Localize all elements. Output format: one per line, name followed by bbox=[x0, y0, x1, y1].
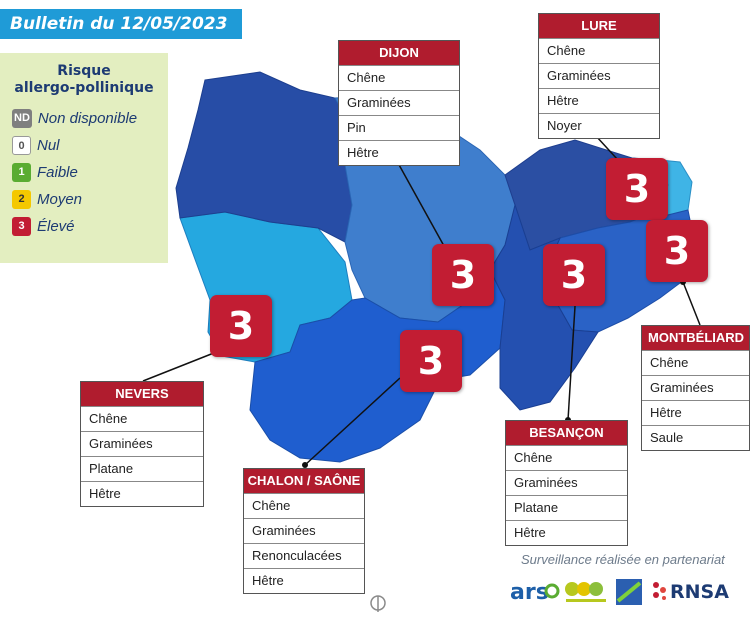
ars-logo-text: ars bbox=[510, 580, 549, 605]
pollen-row: Hêtre bbox=[244, 568, 364, 593]
pollen-row: Pin bbox=[339, 115, 459, 140]
level-badge-dijon: 3 bbox=[432, 244, 494, 306]
leader-montbeliard bbox=[683, 282, 700, 325]
legend-badge-nd: ND bbox=[12, 109, 32, 128]
city-name: BESANÇON bbox=[506, 421, 627, 445]
level-badge-lure: 3 bbox=[606, 158, 668, 220]
pollen-row: Graminées bbox=[339, 90, 459, 115]
pollen-row: Graminées bbox=[506, 470, 627, 495]
pollen-row: Noyer bbox=[539, 113, 659, 138]
atmo-logo bbox=[565, 582, 606, 602]
pollen-row: Hêtre bbox=[642, 400, 749, 425]
pollen-row: Chêne bbox=[539, 38, 659, 63]
pollen-row: Graminées bbox=[81, 431, 203, 456]
legend-badge-faible: 1 bbox=[12, 163, 31, 182]
city-name: CHALON / SAÔNE bbox=[244, 469, 364, 493]
pollen-row: Graminées bbox=[642, 375, 749, 400]
pollen-row: Platane bbox=[506, 495, 627, 520]
ars-logo bbox=[510, 580, 558, 605]
rnsa-logo bbox=[653, 581, 729, 603]
pollen-row: Hêtre bbox=[539, 88, 659, 113]
legend-label-nd: Non disponible bbox=[37, 110, 138, 127]
pollen-row: Hêtre bbox=[339, 140, 459, 165]
pollen-row: Graminées bbox=[539, 63, 659, 88]
pollen-row: Hêtre bbox=[81, 481, 203, 506]
pollen-row: Chêne bbox=[642, 350, 749, 375]
raft-logo bbox=[616, 579, 642, 605]
partner-caption: Surveillance réalisée en partenariat bbox=[521, 552, 725, 567]
pollen-row: Chêne bbox=[81, 406, 203, 431]
legend-title-line2: allergo-pollinique bbox=[14, 80, 154, 96]
city-card-dijon bbox=[338, 40, 460, 166]
legend-badge-nul: 0 bbox=[12, 136, 31, 155]
legend-badge-eleve: 3 bbox=[12, 217, 31, 236]
level-badge-chalon: 3 bbox=[400, 330, 462, 392]
legend-label-eleve: Élevé bbox=[37, 218, 75, 235]
legend-label-faible: Faible bbox=[37, 164, 78, 181]
compass-icon bbox=[371, 596, 385, 612]
bulletin-title: Bulletin du 12/05/2023 bbox=[0, 9, 242, 39]
pollen-row: Chêne bbox=[506, 445, 627, 470]
city-name: NEVERS bbox=[81, 382, 203, 406]
pollen-row: Chêne bbox=[339, 65, 459, 90]
legend-label-moyen: Moyen bbox=[37, 191, 83, 208]
city-name: LURE bbox=[539, 14, 659, 38]
city-card-nevers bbox=[80, 381, 204, 507]
city-name: MONTBÉLIARD bbox=[642, 326, 749, 350]
legend-title-line1: Risque bbox=[57, 63, 111, 79]
pollen-row: Hêtre bbox=[506, 520, 627, 545]
level-badge-montbeliard: 3 bbox=[646, 220, 708, 282]
city-card-montbeliard bbox=[641, 325, 750, 451]
legend-label-nul: Nul bbox=[37, 137, 60, 154]
legend-badge-moyen: 2 bbox=[12, 190, 31, 209]
rnsa-logo-text: RNSA bbox=[670, 581, 729, 603]
pollen-row: Graminées bbox=[244, 518, 364, 543]
city-card-chalon bbox=[243, 468, 365, 594]
pollen-row: Renonculacées bbox=[244, 543, 364, 568]
level-badge-besancon: 3 bbox=[543, 244, 605, 306]
city-name: DIJON bbox=[339, 41, 459, 65]
city-card-besancon bbox=[505, 420, 628, 546]
partner-logos bbox=[508, 575, 750, 611]
pollen-row: Platane bbox=[81, 456, 203, 481]
level-badge-nevers: 3 bbox=[210, 295, 272, 357]
city-card-lure bbox=[538, 13, 660, 139]
pollen-row: Chêne bbox=[244, 493, 364, 518]
pollen-row: Saule bbox=[642, 425, 749, 450]
